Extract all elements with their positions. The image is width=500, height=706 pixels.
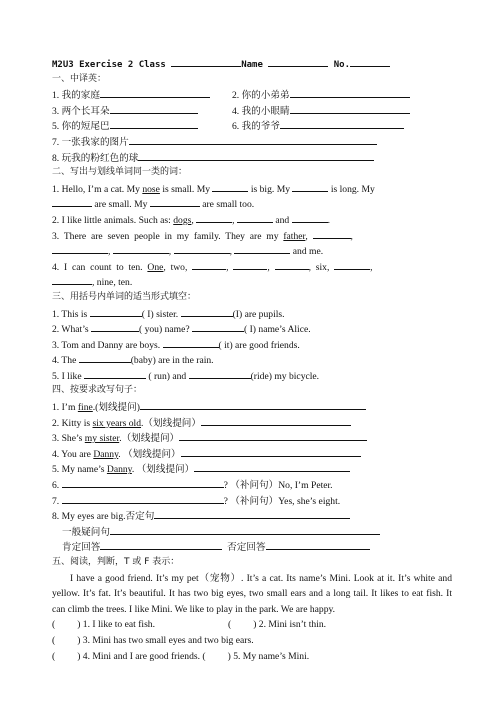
s4-q5-blank[interactable] (194, 461, 350, 472)
s2-q1-underlined: nose (142, 183, 160, 195)
s2-q3-blank[interactable] (313, 228, 351, 239)
s5-q1-paren[interactable]: ( (52, 619, 56, 631)
s2-q4-line1: 4. I can count to ten. One, two, , , , six, , (52, 259, 452, 275)
s1-row-3 (52, 118, 452, 134)
s3-q2 (52, 321, 452, 337)
s3-q2-text: ( I) name’s Alice. (244, 324, 311, 336)
s5-q5-text: ) 5. My name’s Mini. (227, 650, 310, 662)
s3-q3-blank[interactable] (163, 337, 219, 348)
s3-q4-blank[interactable] (79, 352, 131, 363)
s2-q4-blank[interactable] (334, 259, 370, 270)
s1-item-7: 7. 一张我家的图片 (52, 136, 129, 148)
s1-item-1: 1. 我的家庭 (52, 90, 100, 102)
s4-q5 (52, 461, 452, 477)
s4-q8-pos-label: 肯定回答 (62, 542, 101, 554)
s4-q1 (52, 399, 452, 415)
s2-q2-sep: , (191, 214, 197, 226)
s2-q4-blank[interactable] (233, 259, 267, 270)
s3-q5-blank[interactable] (84, 368, 146, 379)
s4-q6-blank[interactable] (62, 477, 224, 488)
s4-q2 (52, 415, 452, 431)
s3-q3-text: ( it) are good friends. (218, 339, 300, 351)
s2-q2-end: . (327, 214, 331, 226)
s3-q5-text: 5. I like (52, 370, 84, 382)
s1-row-2 (52, 103, 452, 119)
s1-blank-4[interactable] (290, 103, 410, 114)
s3-q2-text: ( you) name? (139, 324, 193, 336)
s1-blank-3[interactable] (110, 103, 198, 114)
section-1-title: 一、中译英： (52, 73, 107, 84)
s4-q8-pos-blank[interactable] (100, 539, 222, 550)
s4-q3-blank[interactable] (179, 430, 367, 441)
s2-q1-text: is small. My (159, 183, 213, 195)
s3-q5 (52, 368, 452, 384)
s5-q4-paren[interactable]: ( (52, 650, 56, 662)
s2-q4-text: , two, (163, 261, 193, 273)
s3-q5-text: (ride) my bicycle. (250, 370, 320, 382)
s3-q5-text: ( run) and (145, 370, 189, 382)
s4-q1-blank[interactable] (140, 399, 366, 410)
s2-q3-text: 3. There are seven people in my family. They are my (52, 230, 284, 242)
s2-q1-text: are small too. (199, 199, 255, 211)
s2-q1-blank[interactable] (292, 181, 328, 192)
s4-q5-text: . （划线提问） (131, 464, 195, 476)
s3-q4-text: 4. The (52, 355, 79, 367)
s5-q2-paren[interactable]: ( (228, 619, 232, 631)
s4-q3-text: .（划线提问） (119, 433, 180, 445)
s1-blank-5[interactable] (110, 118, 198, 129)
s4-q8-neg-label: 否定回答 (227, 542, 266, 554)
s2-q4-blank[interactable] (192, 259, 226, 270)
s2-q2-sep: , (232, 214, 237, 226)
s2-q4-underlined: One (147, 261, 164, 273)
s4-q4 (52, 446, 452, 462)
s2-q2-text: 2. I like little animals. Such as: (52, 214, 174, 226)
s4-q8-general-blank[interactable] (110, 524, 380, 535)
s4-q8-blank[interactable] (154, 508, 350, 519)
s3-q2-text: 2. What’s (52, 324, 91, 336)
s4-q8-general (52, 524, 452, 540)
s2-q4-line2 (52, 274, 452, 290)
s4-q4-underlined: Danny (93, 448, 119, 460)
s3-q1-text: 1. This is (52, 308, 90, 320)
s3-q2-blank[interactable] (91, 321, 139, 332)
s3-q4-text: (baby) are in the rain. (130, 355, 214, 367)
s5-q4-text: ) 4. Mini and I are good friends. ( (77, 650, 206, 662)
s4-q6-text: ? （补问句）No, I’m Peter. (223, 480, 333, 492)
s5-q4-q5 (52, 649, 452, 665)
s1-row-4 (52, 134, 452, 150)
s4-q8-general-label: 一般疑问句 (62, 526, 110, 538)
s3-q1 (52, 306, 452, 322)
s4-q4-text: 4. You are (52, 448, 94, 460)
s3-q1-text: (I) are pupils. (232, 308, 285, 320)
s2-q3-blank[interactable] (234, 243, 290, 254)
s3-q1-blank[interactable] (90, 306, 142, 317)
s2-q1-line2 (52, 196, 452, 212)
s4-q1-underlined: fine (77, 402, 93, 414)
s2-q1-blank[interactable] (52, 196, 92, 207)
s2-q4-blank[interactable] (275, 259, 309, 270)
class-field[interactable] (171, 56, 241, 67)
s2-q3-blank[interactable] (174, 243, 230, 254)
s5-q3-text: ) 3. Mini has two small eyes and two big ears. (77, 634, 254, 646)
s2-q3-line2: , , , and me. (52, 243, 452, 259)
s4-q7-text: ? （补问句）Yes, she’s eight. (223, 495, 341, 507)
s2-q3-end: and me. (290, 246, 324, 258)
s3-q5-blank[interactable] (189, 368, 251, 379)
s4-q7-text: 7. (52, 495, 62, 507)
s4-q5-underlined: Danny (106, 464, 132, 476)
s3-q3-text: 3. Tom and Danny are boys. (52, 339, 163, 351)
s2-q4-text: six, (310, 261, 335, 273)
s4-q8-text: 8. My eyes are big.否定句 (52, 511, 155, 523)
s1-blank-6[interactable] (280, 118, 404, 129)
s1-item-4: 4. 我的小眼睛 (232, 105, 290, 117)
s5-q3 (52, 633, 452, 649)
s2-q4-blank[interactable] (52, 274, 92, 285)
s1-item-2: 2. 你的小弟弟 (232, 90, 290, 102)
s3-q1-text: ( I) sister. (141, 308, 181, 320)
no-field[interactable] (350, 56, 390, 67)
s1-item-8: 8. 玩我的粉红色的球 (52, 152, 139, 164)
s2-q3-line1: 3. There are seven people in my family. They are my father, , (52, 228, 452, 244)
s4-q8-answers (52, 539, 452, 555)
s1-blank-1[interactable] (100, 87, 210, 98)
section-3-title: 三、用括号内单词的适当形式填空： (52, 291, 197, 302)
s5-q1-q2 (52, 617, 452, 633)
s4-q4-text: . （划线提问） (118, 448, 181, 460)
s1-blank-2[interactable] (290, 87, 410, 98)
s5-q2-text: ) 2. Mini isn’t thin. (253, 619, 327, 631)
s2-q1-text: is long. My (328, 183, 375, 195)
s2-q2-blank[interactable] (237, 212, 273, 223)
s4-q1-text: .(划线提问) (92, 402, 140, 414)
s2-q2-blank[interactable] (196, 212, 232, 223)
s2-q4-end: , nine, ten. (92, 277, 133, 289)
s1-item-5: 5. 你的短尾巴 (52, 121, 110, 133)
s2-q1-blank[interactable] (150, 196, 200, 207)
reading-passage: I have a good friend. It’s my pet（宠物）. It’s a cat. Its name’s Mini. Look at it. It’s white and yellow. It’s fat. It’s beautiful. It has two big eyes, two small ears and a long tail. It likes to eat fish. It can climb the trees. I like Mini. We like to play in the park. We are happy. (52, 572, 452, 615)
s4-q6-text: 6. (52, 480, 62, 492)
s4-q8-neg-blank[interactable] (266, 539, 370, 550)
s4-q7-blank[interactable] (62, 493, 224, 504)
s3-q3 (52, 337, 452, 353)
s3-q2-blank[interactable] (192, 321, 244, 332)
s1-blank-8[interactable] (138, 150, 374, 161)
no-label: No. (333, 60, 351, 70)
s2-q2-blank[interactable] (292, 212, 328, 223)
s1-blank-7[interactable] (129, 134, 377, 145)
s3-q4 (52, 352, 452, 368)
s1-row-1 (52, 87, 452, 103)
s4-q2-text: 2. Kitty is (52, 417, 93, 429)
s3-q1-blank[interactable] (181, 306, 233, 317)
worksheet-header (52, 56, 452, 72)
s4-q3-text: 3. She’s (52, 433, 85, 445)
s4-q5-text: 5. My name’s (52, 464, 107, 476)
section-2-title: 二、写出与划线单词同一类的词： (52, 167, 188, 178)
s5-q3-paren[interactable]: ( (52, 634, 56, 646)
s2-q1-text: is big. My (248, 183, 293, 195)
s4-q2-blank[interactable] (201, 415, 351, 426)
s2-q1-line1 (52, 181, 452, 197)
section-5-title: 五、阅读，判断，T 或 F 表示： (52, 557, 180, 567)
s2-q4-text: 4. I can count to ten. (52, 261, 148, 273)
s4-q7 (52, 493, 452, 509)
s2-q2-sep: and (272, 214, 292, 226)
s5-q1-text: ) 1. I like to eat fish. (77, 619, 155, 631)
name-label: Name (241, 60, 263, 70)
s4-q3-underlined: my sister (84, 433, 120, 445)
s4-q3 (52, 430, 452, 446)
s2-q1-text: 1. Hello, I’m a cat. My (52, 183, 143, 195)
s4-q2-underlined: six years old (92, 417, 142, 429)
worksheet (52, 56, 452, 664)
s2-q3-underlined: father (283, 230, 306, 242)
s4-q8 (52, 508, 452, 524)
s1-item-3: 3. 两个长耳朵 (52, 105, 110, 117)
s2-q3-blank[interactable] (52, 243, 108, 254)
s2-q1-blank[interactable] (212, 181, 248, 192)
s2-q2 (52, 212, 452, 228)
s4-q2-text: .（划线提问） (141, 417, 201, 429)
s4-q6 (52, 477, 452, 493)
s4-q4-blank[interactable] (181, 446, 361, 457)
s2-q1-text: are small. My (92, 199, 150, 211)
section-4-title: 四、按要求改写句子： (52, 385, 143, 396)
name-field[interactable] (268, 56, 328, 67)
s2-q3-blank[interactable] (113, 243, 169, 254)
s1-item-6: 6. 我的爷爷 (232, 121, 280, 133)
header-title: M2U3 Exercise 2 Class (52, 60, 166, 70)
s1-row-5 (52, 150, 452, 166)
s4-q1-text: 1. I’m (52, 402, 78, 414)
s2-q2-underlined: dogs (173, 214, 192, 226)
